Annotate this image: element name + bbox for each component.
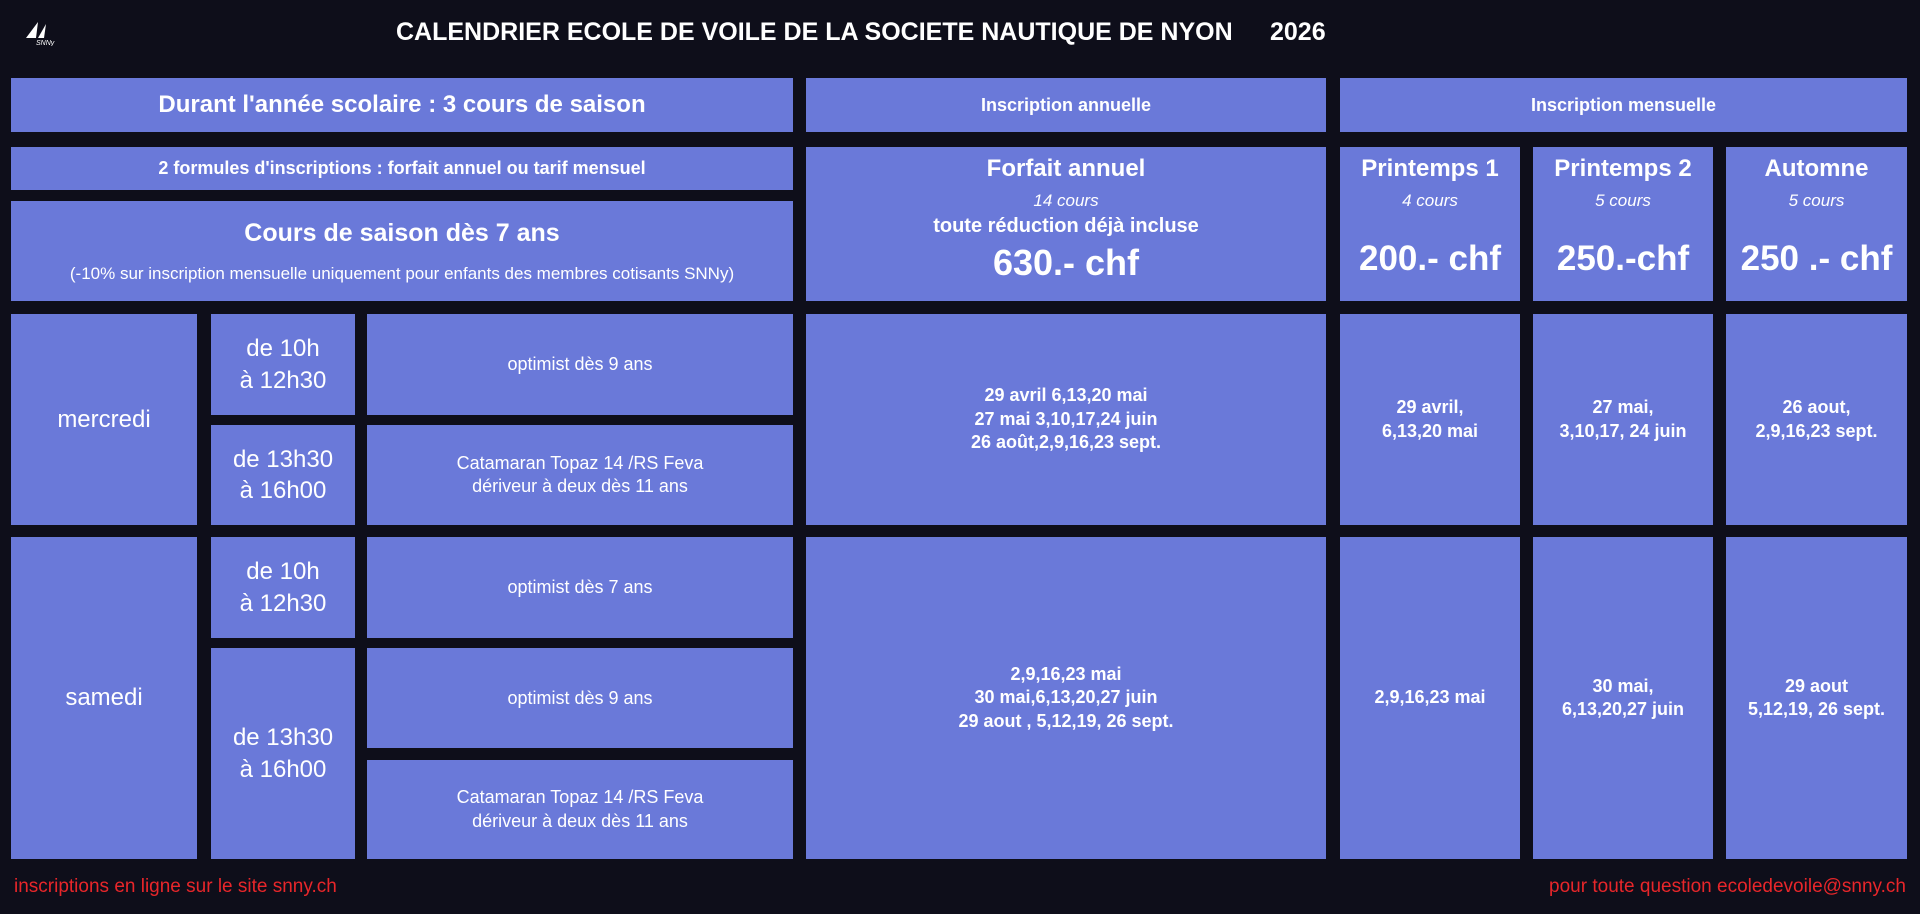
printemps2-box [1533,147,1713,301]
monthly-heading [1340,78,1907,132]
annual-heading [806,78,1326,132]
samedi-p2-date-1: 30 mai, [1592,675,1654,696]
mercredi-slot2-time2: à 16h00 [239,477,327,504]
footer-inscriptions-link[interactable]: inscriptions en ligne sur le site snny.ch [14,876,337,897]
mercredi-p1-date-1: 29 avril, [1396,397,1464,418]
mercredi-slot1-time1: de 10h [246,335,320,363]
day-mercredi-label: mercredi [57,405,151,433]
day-mercredi [11,314,197,525]
logo-text: SNNy [36,40,55,46]
printemps1-price: 200.- chf [1359,239,1501,278]
mercredi-slot2-time1: de 13h30 [232,445,334,473]
samedi-slot2-course-b2: dériveur à deux dès 11 ans [472,810,688,831]
monthly-heading-text: Inscription mensuelle [1530,94,1717,115]
samedi-slot2-course-a [367,648,793,748]
forfait-reduction: toute réduction déjà incluse [933,215,1199,237]
samedi-aut-dates [1726,537,1907,859]
snny-logo [22,18,66,46]
samedi-p1-date-1: 2,9,16,23 mai [1374,687,1486,708]
printemps2-name: Printemps 2 [1554,155,1692,182]
samedi-slot2-course-a-text: optimist dès 9 ans [507,687,653,708]
samedi-slot2-course-b1: Catamaran Topaz 14 /RS Feva [456,787,704,808]
mercredi-slot2-course [367,425,793,525]
mercredi-p1-date-2: 6,13,20 mai [1381,420,1479,441]
samedi-slot2-time1: de 13h30 [232,724,334,752]
mercredi-aut-dates [1726,314,1907,525]
mercredi-slot2-course1: Catamaran Topaz 14 /RS Feva [456,452,704,473]
samedi-slot1-time2: à 12h30 [239,589,327,617]
mercredi-aut-date-1: 26 aout, [1782,397,1851,418]
cours-title: Cours de saison dès 7 ans [244,218,560,247]
samedi-slot1-course-text: optimist dès 7 ans [507,577,653,597]
formulas-box [11,147,793,190]
footer-contact-email[interactable]: pour toute question ecoledevoile@snny.ch [1549,876,1906,897]
printemps1-name: Printemps 1 [1361,155,1499,182]
automne-count: 5 cours [1788,191,1845,210]
mercredi-slot1-course [367,314,793,415]
samedi-aut-date-2: 5,12,19, 26 sept. [1747,699,1886,719]
samedi-slot2-time2: à 16h00 [239,755,327,783]
samedi-annual-date-1: 2,9,16,23 mai [1010,663,1122,684]
samedi-slot2-time [211,648,355,859]
page-year: 2026 [1270,18,1326,46]
cours-box [11,201,793,301]
mercredi-annual-date-1: 29 avril 6,13,20 mai [984,385,1148,406]
mercredi-slot2-course2: dériveur à deux dès 11 ans [472,476,688,496]
forfait-title: Forfait annuel [986,155,1146,182]
printemps1-count: 4 cours [1402,191,1458,210]
mercredi-slot2-time [211,425,355,525]
printemps2-price: 250.-chf [1556,239,1690,278]
day-samedi-label: samedi [65,684,143,711]
day-samedi [11,537,197,859]
samedi-slot1-course [367,537,793,638]
mercredi-slot1-time2: à 12h30 [239,366,327,394]
samedi-annual-date-2: 30 mai,6,13,20,27 juin [974,687,1158,708]
season-heading-text: Durant l'année scolaire : 3 cours de saison [158,91,646,118]
mercredi-p1-dates [1340,314,1520,525]
annual-heading-text: Inscription annuelle [980,94,1152,115]
forfait-count: 14 cours [1033,191,1099,210]
samedi-slot1-time [211,537,355,638]
forfait-price: 630.- chf [992,242,1140,283]
mercredi-slot1-time [211,314,355,415]
mercredi-p2-date-1: 27 mai, [1592,397,1654,418]
season-heading [11,78,793,132]
page-title: CALENDRIER ECOLE DE VOILE DE LA SOCIETE NAUTIQUE DE NYON [396,18,1233,46]
printemps2-count: 5 cours [1595,191,1651,210]
mercredi-aut-date-2: 2,9,16,23 sept. [1755,420,1878,441]
automne-name: Automne [1764,155,1869,182]
mercredi-slot1-course-text: optimist dès 9 ans [507,354,653,374]
samedi-annual-date-3: 29 aout , 5,12,19, 26 sept. [958,710,1174,731]
samedi-slot1-time1: de 10h [246,558,320,586]
mercredi-p2-dates [1533,314,1713,525]
automne-box [1726,147,1907,301]
samedi-p2-date-2: 6,13,20,27 juin [1561,699,1685,719]
samedi-aut-date-1: 29 aout [1784,675,1849,696]
samedi-p2-dates [1533,537,1713,859]
automne-price: 250 .- chf [1740,239,1893,278]
printemps1-box [1340,147,1520,301]
samedi-annual-dates [806,537,1326,859]
mercredi-annual-date-2: 27 mai 3,10,17,24 juin [974,408,1158,429]
forfait-box [806,147,1326,301]
formulas-text: 2 formules d'inscriptions : forfait annuel ou tarif mensuel [158,158,646,178]
mercredi-p2-date-2: 3,10,17, 24 juin [1559,420,1687,441]
samedi-slot2-course-b [367,760,793,859]
samedi-p1-dates [1340,537,1520,859]
mercredi-annual-date-3: 26 août,2,9,16,23 sept. [970,432,1162,453]
mercredi-annual-dates [806,314,1326,525]
cours-note: (-10% sur inscription mensuelle uniquement pour enfants des membres cotisants SNNy) [69,263,735,283]
